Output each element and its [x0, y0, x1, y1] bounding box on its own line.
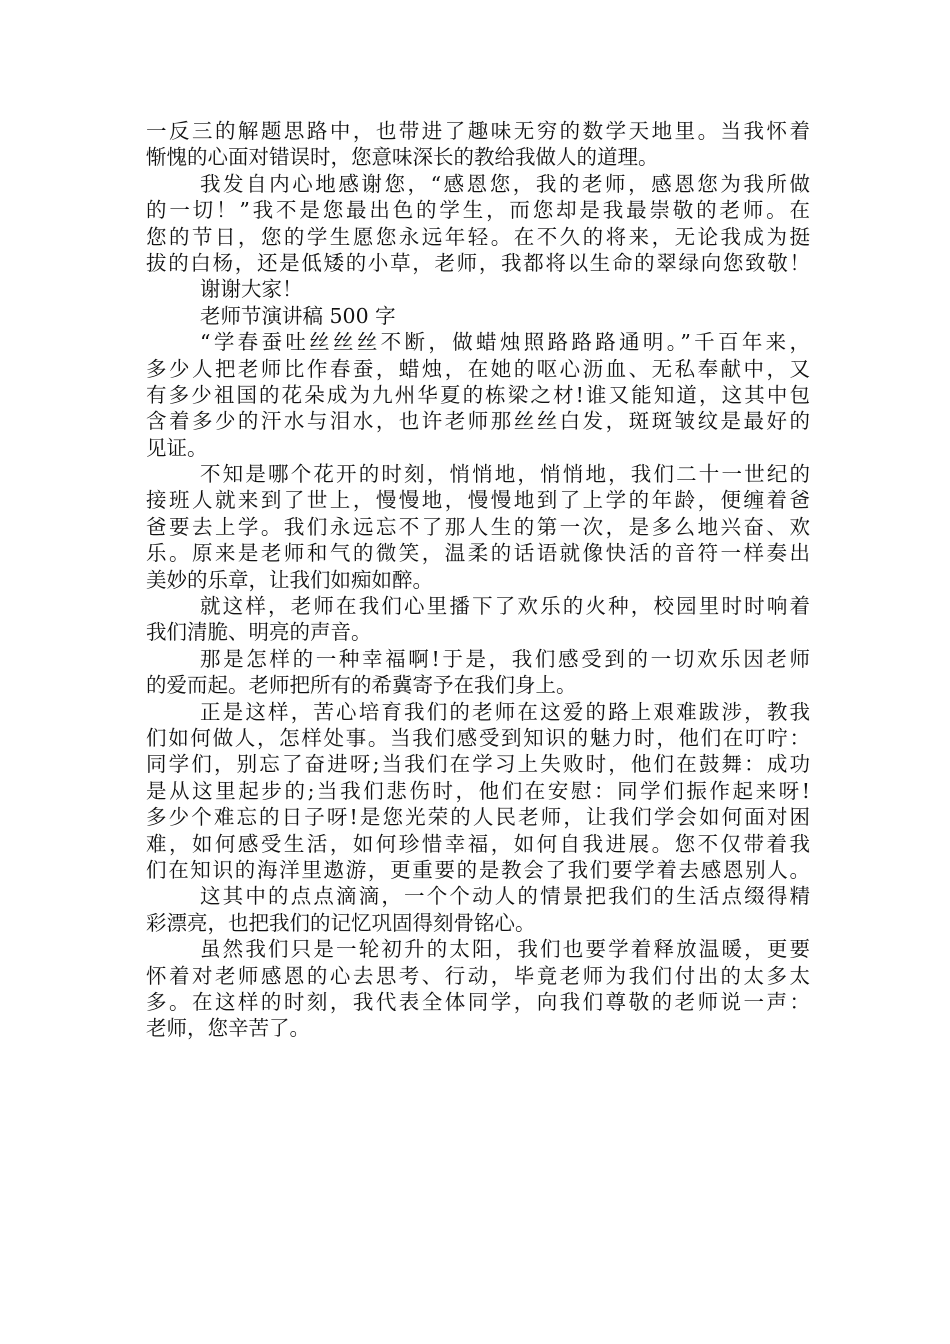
text-line: 多。在这样的时刻，我代表全体同学，向我们尊敬的老师说一声： — [146, 989, 810, 1014]
text-line: 老师，您辛苦了。 — [146, 1016, 310, 1041]
text-line: 多少个难忘的日子呀!是您光荣的人民老师，让我们学会如何面对困 — [146, 805, 810, 830]
text-line: 您的节日，您的学生愿您永远年轻。在不久的将来，无论我成为挺 — [146, 224, 810, 249]
text-line: 彩漂亮，也把我们的记忆巩固得刻骨铭心。 — [146, 910, 536, 935]
text-line: 一反三的解题思路中，也带进了趣味无穷的数学天地里。当我怀着 — [146, 119, 810, 143]
text-line: 我发自内心地感谢您，“感恩您，我的老师，感恩您为我所做 — [200, 171, 810, 196]
text-line: “学春蚕吐丝丝丝不断，做蜡烛照路路路通明。”千百年来， — [200, 330, 810, 355]
text-line: 美妙的乐章，让我们如痴如醉。 — [146, 567, 433, 592]
text-line: 爸要去上学。我们永远忘不了那人生的第一次，是多么地兴奋、欢 — [146, 514, 810, 539]
text-line: 怀着对老师感恩的心去思考、行动，毕竟老师为我们付出的太多太 — [146, 963, 810, 988]
text-line: 虽然我们只是一轮初升的太阳，我们也要学着释放温暖，更要 — [200, 937, 810, 962]
text-line: 谢谢大家！ — [200, 277, 303, 302]
text-line: 的一切！”我不是您最出色的学生，而您却是我最崇敬的老师。在 — [146, 198, 810, 223]
document-body — [146, 118, 810, 1042]
text-line: 有多少祖国的花朵成为九州华夏的栋梁之材!谁又能知道，这其中包 — [146, 382, 810, 407]
text-line: 是从这里起步的;当我们悲伤时，他们在安慰：同学们振作起来呀! — [146, 778, 810, 803]
text-line: 不知是哪个花开的时刻，悄悄地，悄悄地，我们二十一世纪的 — [200, 462, 810, 487]
text-line: 就这样，老师在我们心里播下了欢乐的火种，校园里时时响着 — [200, 594, 810, 619]
text-line: 乐。原来是老师和气的微笑，温柔的话语就像快活的音符一样奏出 — [146, 541, 810, 566]
text-line: 拔的白杨，还是低矮的小草，老师，我都将以生命的翠绿向您致敬！ — [146, 250, 810, 275]
text-line: 多少人把老师比作春蚕，蜡烛，在她的呕心沥血、无私奉献中，又 — [146, 356, 810, 381]
text-line: 我们清脆、明亮的声音。 — [146, 620, 372, 645]
text-line: 的爱而起。老师把所有的希冀寄予在我们身上。 — [146, 673, 577, 698]
text-line: 含着多少的汗水与泪水，也许老师那丝丝白发，斑斑皱纹是最好的 — [146, 409, 810, 434]
text-line: 们在知识的海洋里遨游，更重要的是教会了我们要学着去感恩别人。 — [146, 857, 810, 882]
text-line: 们如何做人，怎样处事。当我们感受到知识的魅力时，他们在叮咛： — [146, 725, 810, 750]
text-line: 难，如何感受生活，如何珍惜幸福，如何自我进展。您不仅带着我 — [146, 831, 810, 856]
text-line: 接班人就来到了世上，慢慢地，慢慢地到了上学的年龄，便缠着爸 — [146, 488, 810, 513]
text-line: 那是怎样的一种幸福啊!于是，我们感受到的一切欢乐因老师 — [200, 646, 810, 671]
text-line: 老师节演讲稿 500 字 — [200, 303, 396, 328]
text-line: 这其中的点点滴滴，一个个动人的情景把我们的生活点缀得精 — [200, 884, 810, 909]
text-line: 正是这样，苦心培育我们的老师在这爱的路上艰难跋涉，教我 — [200, 699, 810, 724]
text-line: 见证。 — [146, 435, 208, 460]
text-line: 惭愧的心面对错误时，您意味深长的教给我做人的道理。 — [146, 145, 659, 170]
text-line: 同学们，别忘了奋进呀;当我们在学习上失败时，他们在鼓舞：成功 — [146, 752, 810, 777]
